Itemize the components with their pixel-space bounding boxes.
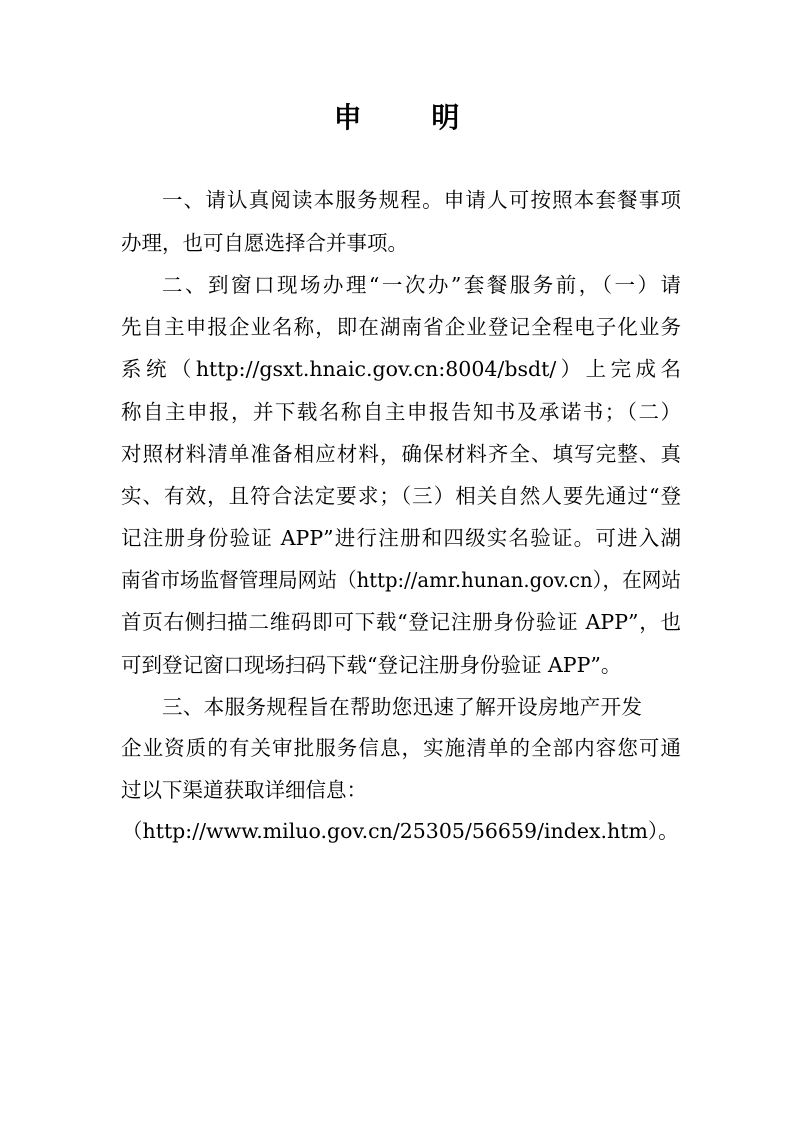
paragraph-line: 先自主申报企业名称，即在湖南省企业登记全程电子化业务 [121,315,681,339]
document-title: 申 明 [333,101,490,134]
paragraph-line: 系统（http://gsxt.hnaic.gov.cn:8004/bsdt/）上完成名 [121,357,681,381]
paragraph-line: 三、本服务规程旨在帮助您迅速了解开设房地产开发 [162,695,642,719]
paragraph-line: 二、到窗口现场办理“一次办”套餐服务前，（一）请 [162,273,681,297]
paragraph-line: 实、有效，且符合法定要求；（三）相关自然人要先通过“登 [121,484,681,508]
paragraph-line-url: （http://www.miluo.gov.cn/25305/56659/index.htm）。 [122,819,679,843]
paragraph-line: 称自主申报，并下载名称自主申报告知书及承诺书；（二） [121,400,681,424]
paragraph-line: 企业资质的有关审批服务信息，实施清单的全部内容您可通 [121,736,681,760]
paragraph-line: 过以下渠道获取详细信息： [121,778,367,802]
paragraph-line: 可到登记窗口现场扫码下载“登记注册身份验证 APP”。 [121,653,622,677]
paragraph-line: 南省市场监督管理局网站（http://amr.hunan.gov.cn），在网站 [121,568,682,592]
paragraph-line: 办理，也可自愿选择合并事项。 [121,231,408,255]
paragraph-line: 一、请认真阅读本服务规程。申请人可按照本套餐事项 [162,188,681,212]
paragraph-line: 首页右侧扫描二维码即可下载“登记注册身份验证 APP”，也 [121,610,681,634]
paragraph-line: 记注册身份验证 APP”进行注册和四级实名验证。可进入湖 [121,526,681,550]
paragraph-line: 对照材料清单准备相应材料，确保材料齐全、填写完整、真 [121,442,681,466]
